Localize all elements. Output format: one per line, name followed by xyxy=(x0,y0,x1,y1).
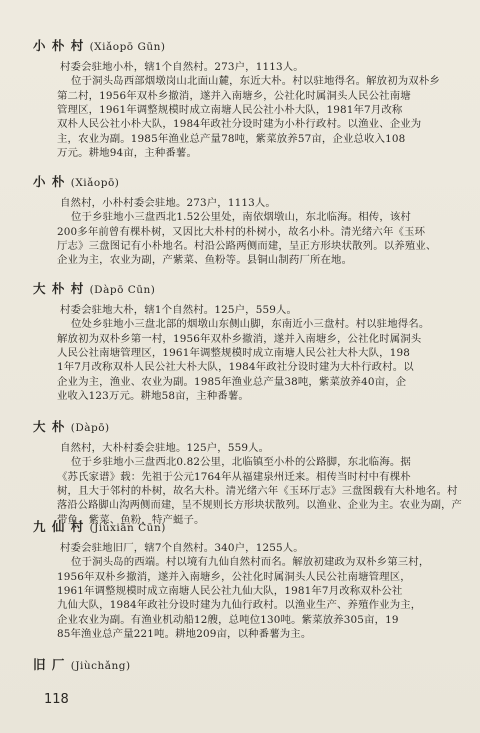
entry-title: 大 朴 村 xyxy=(33,281,85,296)
text-line: 位于洞头岛的西端。村以境有九仙自然村而名。解放初建政为双朴乡第三村， xyxy=(71,556,430,569)
entry-pinyin: (Xiǎopō Gūn) xyxy=(89,41,166,53)
text-line: 200多年前曾有棵朴树，又因比大朴村的朴树小，故名小朴。清光绪六年《玉环 xyxy=(57,225,426,238)
entry-title: 旧 厂 xyxy=(33,657,66,672)
text-line: 业收入123万元。耕地58亩，主种番薯。 xyxy=(57,389,249,402)
text-line: 自然村，小朴村委会驻地。273户，1113人。 xyxy=(60,197,276,209)
entry-pinyin: (Dàpō Cūn) xyxy=(89,284,156,296)
text-line: 九仙大队，1984年政社分设时建为九仙行政村。以渔业生产、养殖作业为主， xyxy=(57,599,422,612)
text-line: 厅志》三盘图记有小朴地名。村沿公路两侧而建，呈正方形块状散列。以养殖业、 xyxy=(57,239,437,252)
entry-heading xyxy=(33,657,131,674)
text-line: 万元。耕地94亩，主种番薯。 xyxy=(57,146,198,159)
text-line: 1年7月改称双朴人民公社大朴大队，1984年政社分设时建为大朴行政村。以 xyxy=(57,361,414,374)
entry-title: 大 朴 xyxy=(33,419,66,434)
text-line: 位于乡驻地小三盘西北1.52公里处，南依烟墩山，东北临海。相传，该村 xyxy=(71,211,411,224)
text-line: 自然村，大朴村委会驻地。125户，559人。 xyxy=(60,442,270,454)
entry-heading xyxy=(33,174,119,191)
text-line: 村委会驻地旧厂，辖7个自然村。340户，1255人。 xyxy=(60,542,304,554)
entry-heading xyxy=(33,419,110,436)
entry-heading xyxy=(33,281,155,298)
text-line: 村委会驻地小朴，辖1个自然村。273户，1113人。 xyxy=(60,61,304,73)
text-line: 位处乡驻地小三盘北部的烟墩山东侧山脚，东南近小三盘村。村以驻地得名。 xyxy=(71,318,430,331)
text-line: 位于洞头岛西部烟墩岗山北面山麓，东近大朴。村以驻地得名。解放初为双朴乡 xyxy=(71,75,440,88)
text-line: 树，且大于邻村的朴树，故名大朴。清光绪六年《玉环厅志》三盘图载有大朴地名。村 xyxy=(57,484,458,497)
entry-title: 小 朴 xyxy=(33,174,66,189)
text-line: 人民公社南塘管理区，1961年调整规模时成立南塘人民公社大朴大队，198 xyxy=(57,346,411,359)
text-line: 企业为主，渔业、农业为副。1985年渔业总产量38吨，紫菜放养40亩，企 xyxy=(57,375,407,388)
text-line: 位于乡驻地小三盘西北0.82公里，北临镇至小朴的公路脚，东北临海。据 xyxy=(71,456,411,469)
entry-heading xyxy=(33,38,165,55)
text-line: 管理区，1961年调整规模时成立南塘人民公社小朴大队，1981年7月改称 xyxy=(57,103,403,116)
text-line: 带鱼、紫菜、鱼粉，特产蜓子。 xyxy=(57,513,205,526)
entry-pinyin: (Jiùchǎng) xyxy=(70,660,131,672)
text-line: 双朴人民公社小朴大队，1984年政社分设时建为小朴行政村。以渔业、企业为 xyxy=(57,118,422,131)
text-line: 1956年双朴乡撤消，遂并入南塘乡，公社化时属洞头人民公社南塘管理区， xyxy=(57,570,411,583)
page-number: 118 xyxy=(44,692,69,707)
text-line: 企业为主，农业为副，产紫菜、鱼粉等。县铜山制药厂所在地。 xyxy=(57,254,353,267)
text-line: 企业农业为副。有渔业机动船12艘，总吨位130吨。紫菜放养305亩，19 xyxy=(57,613,399,626)
text-line: 第二村，1956年双朴乡撤消，遂并入南塘乡，公社化时属洞头人民公社南塘 xyxy=(57,89,411,102)
text-line: 《苏氏家谱》载：先祖于公元1764年从福建泉州迁来。相传当时村中有棵朴 xyxy=(57,470,411,483)
entry-title: 小 朴 村 xyxy=(33,38,85,53)
text-line: 解放初为双朴乡第一村，1956年双朴乡撤消，遂并入南塘乡，公社化时属洞头 xyxy=(57,332,422,345)
text-line: 主，农业为副。1985年渔业总产量78吨，紫菜放养57亩，企业总收入108 xyxy=(57,132,406,145)
entry-heading xyxy=(33,519,166,536)
text-line: 85年渔业总产量221吨。耕地209亩，以种番薯为主。 xyxy=(57,627,312,640)
text-line: 村委会驻地大朴，辖1个自然村。125户，559人。 xyxy=(60,304,298,316)
entry-pinyin: (Dàpō) xyxy=(70,422,110,434)
entry-pinyin: (Xiǎopō) xyxy=(70,177,120,189)
text-line: 1961年调整规模时成立南塘人民公社九仙大队，1981年7月改称双朴公社 xyxy=(57,584,403,597)
entry-pinyin: (Jiǔxiān Cūn) xyxy=(89,522,166,534)
entry-title: 九 仙 村 xyxy=(33,519,85,534)
text-line: 落沿公路脚山沟两侧而建，呈不规则长方形块状散列。以渔业、企业为主。农业为副，产 xyxy=(57,499,462,512)
